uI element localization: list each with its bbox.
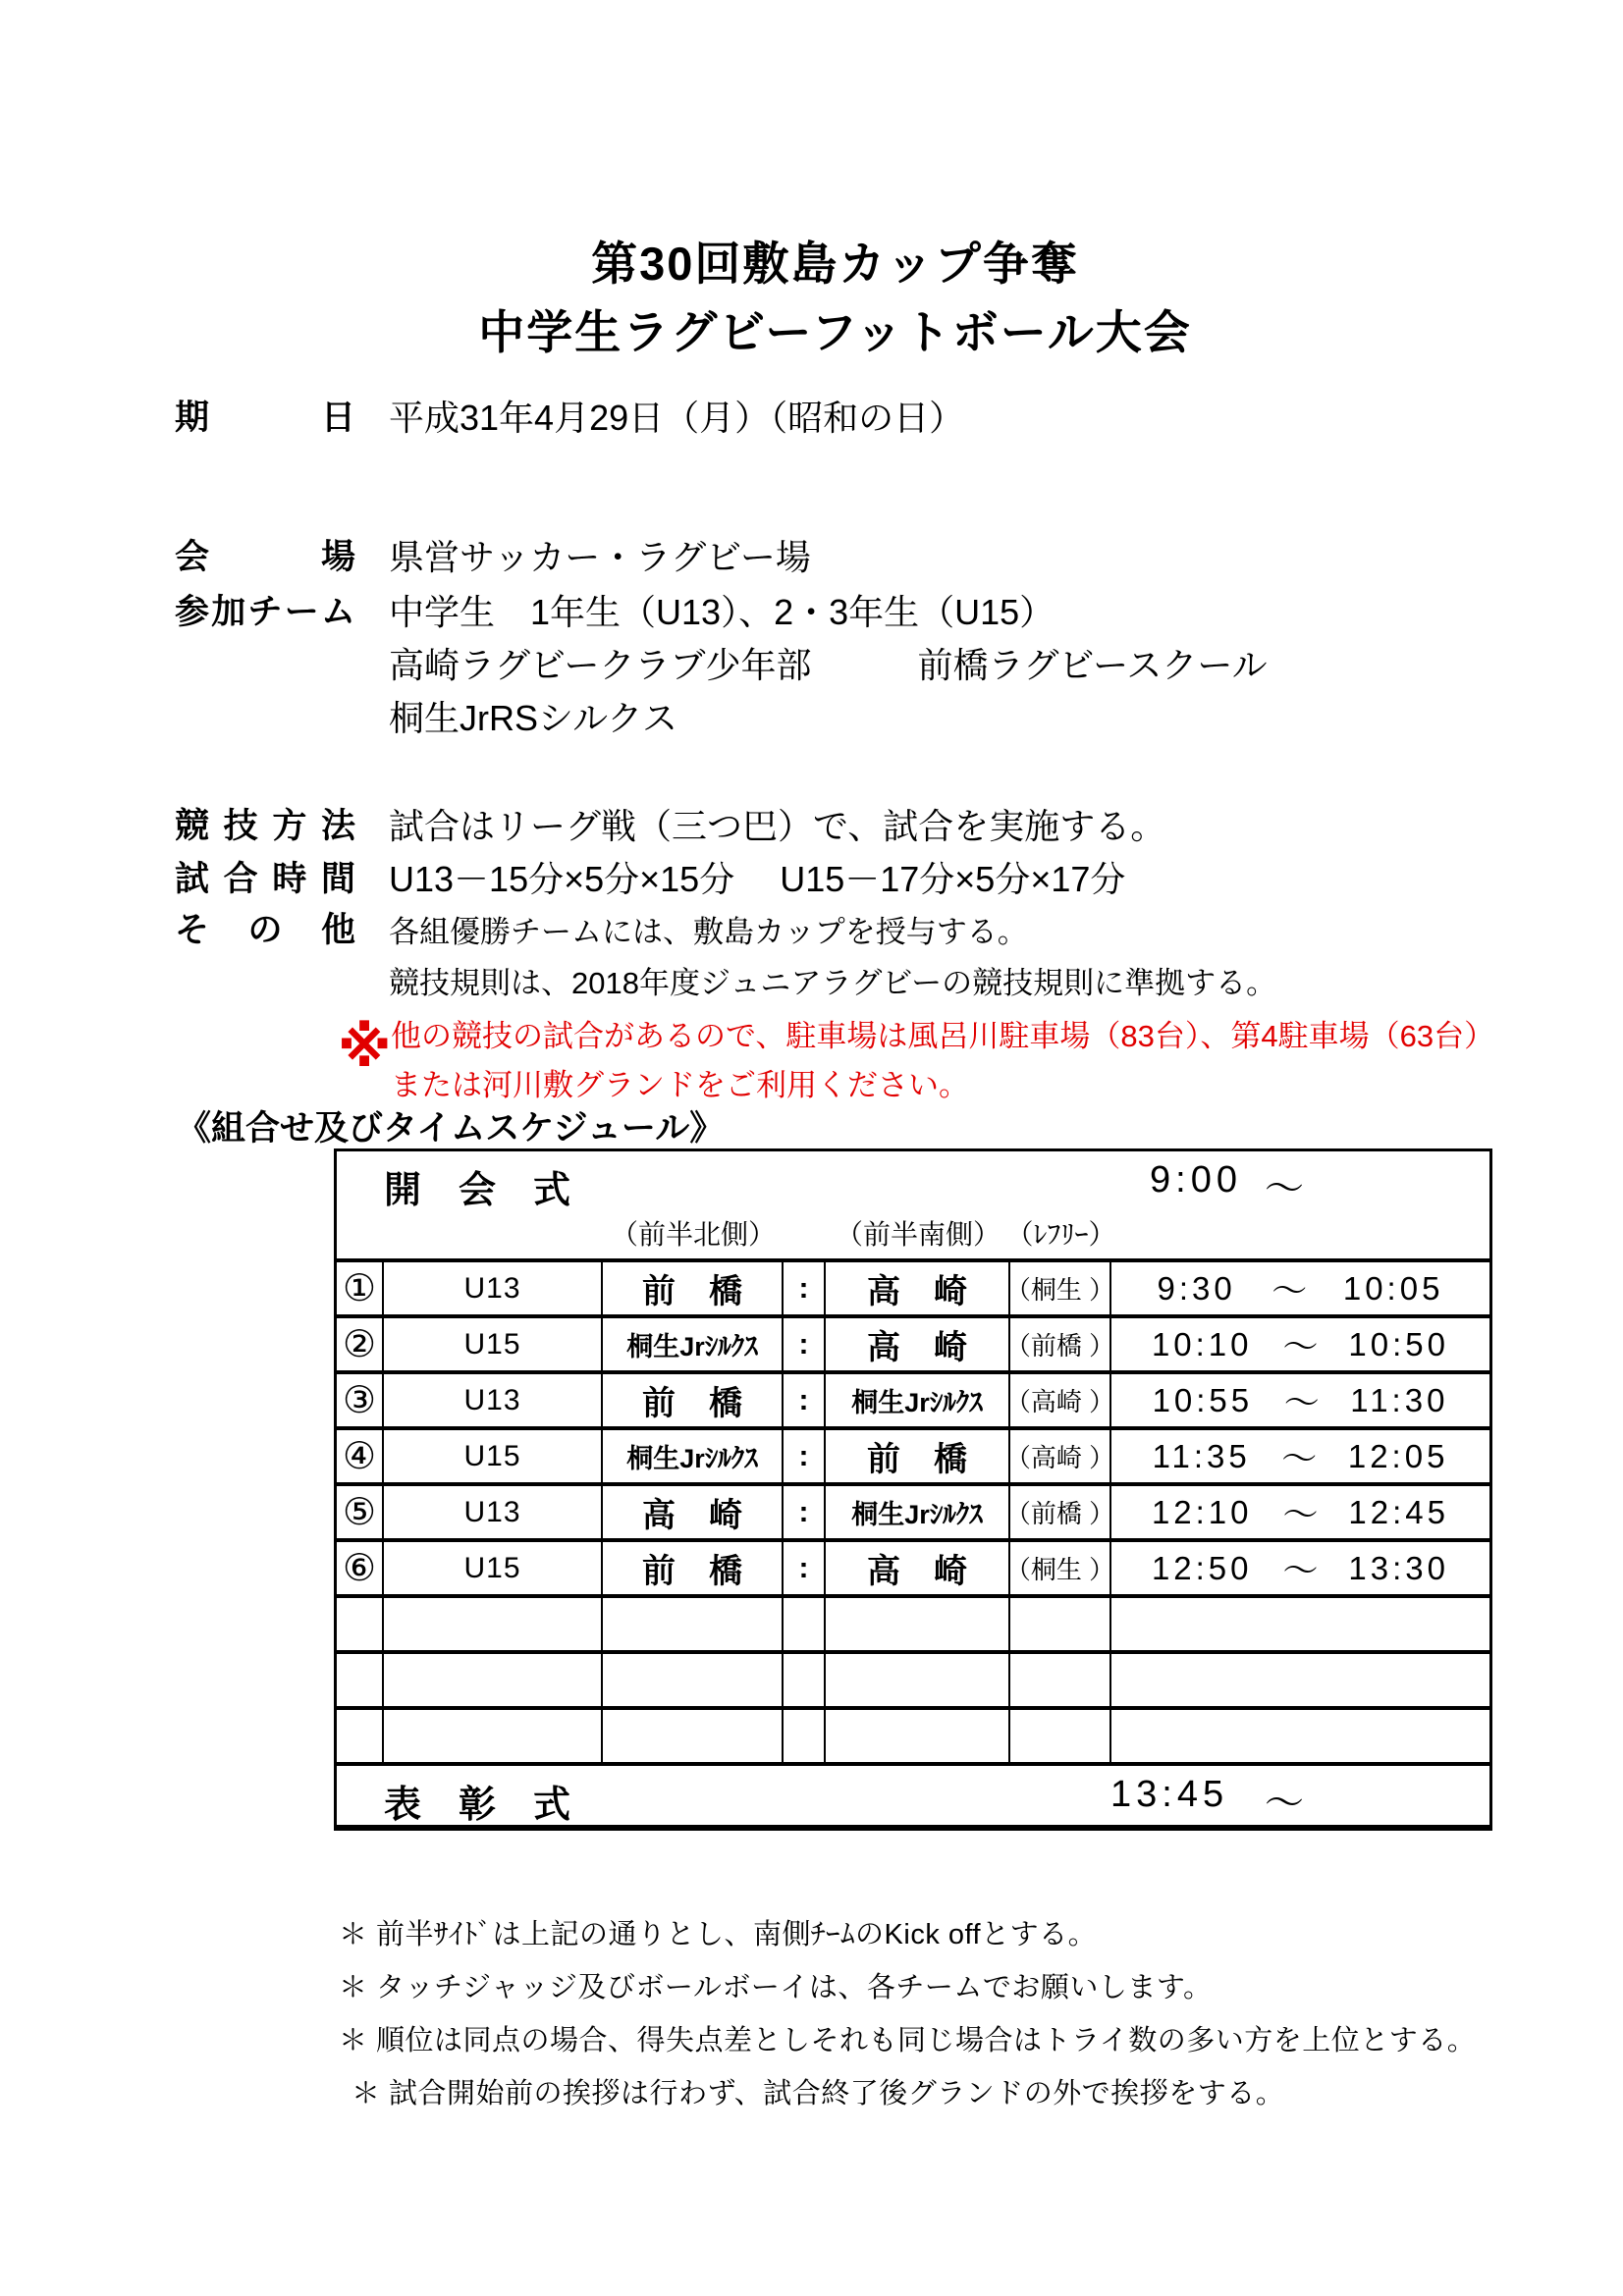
match-south-team: 高 崎 (826, 1318, 1010, 1370)
info-label-other: その他 (175, 911, 355, 949)
match-end-time: 10:50 (1348, 1325, 1450, 1362)
info-label-teams: 参加チーム (175, 593, 355, 631)
match-start-time: 10:10 (1151, 1325, 1253, 1362)
match-number: ② (337, 1318, 384, 1370)
match-end-time: 11:30 (1350, 1381, 1449, 1418)
match-south-team: 桐生Jrｼﾙｸｽ (826, 1486, 1010, 1538)
match-category: U15 (384, 1542, 603, 1594)
info-value-venue: 県営サッカー・ラグビー場 (389, 537, 811, 577)
match-vs-colon: : (784, 1486, 826, 1538)
awards-ceremony-tilde: ～ (1265, 1782, 1304, 1825)
match-vs-colon: : (784, 1374, 826, 1426)
match-row-2 (337, 1318, 1489, 1374)
empty-row (337, 1598, 1489, 1654)
info-label-venue: 会場 (175, 538, 355, 576)
info-value-other-line2: 競技規則は、2018年度ジュニアラグビーの競技規則に準拠する。 (389, 966, 1277, 1000)
match-end-time: 10:05 (1342, 1269, 1444, 1307)
warning-line2: または河川敷グランドをご利用ください。 (391, 1068, 969, 1102)
match-time (1111, 1430, 1489, 1482)
match-row-5 (337, 1486, 1489, 1542)
match-category: U15 (384, 1318, 603, 1370)
schedule-heading: 《組合せ及びタイムスケジュール》 (177, 1109, 725, 1148)
match-referee: （前橋 ） (1010, 1318, 1111, 1370)
opening-ceremony-tilde: ～ (1265, 1167, 1304, 1210)
match-vs-colon: : (784, 1542, 826, 1594)
match-referee: （前橋 ） (1010, 1486, 1111, 1538)
match-south-team: 桐生Jrｼﾙｸｽ (826, 1374, 1010, 1426)
match-time (1111, 1374, 1489, 1426)
awards-ceremony-label: 表 彰 式 (384, 1785, 571, 1826)
header-south-side: （前半南側） (835, 1219, 1001, 1250)
warning-asterisk-mark: ※ (338, 1016, 392, 1078)
match-north-team: 前 橋 (603, 1542, 784, 1594)
match-south-team: 高 崎 (826, 1262, 1010, 1314)
match-tilde: ～ (1281, 1438, 1318, 1478)
match-end-time: 13:30 (1348, 1549, 1450, 1586)
match-north-team: 桐生Jrｼﾙｸｽ (603, 1430, 784, 1482)
match-tilde: ～ (1282, 1326, 1319, 1366)
match-vs-colon: : (784, 1430, 826, 1482)
match-category: U15 (384, 1430, 603, 1482)
awards-ceremony-time: 13:45 (1110, 1774, 1229, 1815)
note-line-3: ＊ 順位は同点の場合、得失点差としそれも同じ場合はトライ数の多い方を上位とする。 (339, 2025, 1477, 2056)
match-referee: （桐生 ） (1010, 1262, 1111, 1314)
match-end-time: 12:45 (1348, 1493, 1450, 1530)
match-number: ⑤ (337, 1486, 384, 1538)
match-category: U13 (384, 1374, 603, 1426)
match-north-team: 前 橋 (603, 1262, 784, 1314)
match-number: ④ (337, 1430, 384, 1482)
match-tilde: ～ (1271, 1270, 1308, 1310)
info-label-date: 期日 (175, 399, 355, 437)
info-value-other: 各組優勝チームには、敷島カップを授与する。 (389, 915, 1028, 949)
note-line-4: ＊ 試合開始前の挨拶は行わず、試合終了後グランドの外で挨拶をする。 (352, 2078, 1285, 2109)
info-value-teams-line3: 桐生JrRSシルクス (389, 698, 678, 738)
match-tilde: ～ (1283, 1382, 1320, 1422)
match-north-team: 桐生Jrｼﾙｸｽ (603, 1318, 784, 1370)
match-number: ③ (337, 1374, 384, 1426)
match-row-1 (337, 1262, 1489, 1318)
match-referee: （高崎 ） (1010, 1374, 1111, 1426)
match-number: ① (337, 1262, 384, 1314)
awards-ceremony-row (337, 1766, 1489, 1825)
match-vs-colon: : (784, 1262, 826, 1314)
info-value-method: 試合はリーグ戦（三つ巴）で、試合を実施する。 (389, 806, 1166, 846)
opening-ceremony-label: 開 会 式 (384, 1170, 571, 1211)
note-line-1: ＊ 前半ｻｲﾄﾞは上記の通りとし、南側ﾁｰﾑのKick offとする。 (339, 1919, 1098, 1950)
match-time (1111, 1486, 1489, 1538)
note-line-2: ＊ タッチジャッジ及びボールボーイは、各チームでお願いします。 (339, 1972, 1213, 2003)
match-row-3 (337, 1374, 1489, 1430)
tournament-subtitle: 中学生ラグビーフットボール大会 (478, 306, 1192, 358)
match-start-time: 12:10 (1151, 1493, 1253, 1530)
empty-row (337, 1654, 1489, 1710)
info-value-teams-line2: 高崎ラグビークラブ少年部 前橋ラグビースクール (389, 645, 1268, 685)
match-row-6 (337, 1542, 1489, 1598)
match-time (1111, 1318, 1489, 1370)
info-value-time: U13－15分×5分×15分 U15－17分×5分×17分 (389, 859, 1126, 899)
warning-line1: 他の競技の試合があるので、駐車場は風呂川駐車場（83台）、第4駐車場（63台） (391, 1019, 1495, 1053)
empty-row (337, 1710, 1489, 1766)
schedule-table (334, 1148, 1492, 1831)
match-start-time: 11:35 (1152, 1437, 1251, 1474)
match-category: U13 (384, 1262, 603, 1314)
match-row-4 (337, 1430, 1489, 1486)
info-label-method: 競技方法 (175, 807, 355, 845)
match-tilde: ～ (1282, 1550, 1319, 1590)
opening-ceremony-time: 9:00 (1150, 1159, 1242, 1201)
match-referee: （高崎 ） (1010, 1430, 1111, 1482)
header-north-side: （前半北側） (610, 1219, 776, 1250)
match-start-time: 10:55 (1152, 1381, 1254, 1418)
match-north-team: 前 橋 (603, 1374, 784, 1426)
info-value-date: 平成31年4月29日（月）（昭和の日） (389, 398, 965, 438)
match-time (1111, 1262, 1489, 1314)
match-number: ⑥ (337, 1542, 384, 1594)
tournament-title: 第30回敷島カップ争奪 (591, 238, 1079, 290)
match-time (1111, 1542, 1489, 1594)
match-start-time: 12:50 (1151, 1549, 1253, 1586)
opening-ceremony-row (337, 1151, 1489, 1211)
match-south-team: 高 崎 (826, 1542, 1010, 1594)
header-referee: （ﾚﾌﾘｰ） (1005, 1219, 1116, 1250)
match-tilde: ～ (1282, 1494, 1319, 1534)
match-vs-colon: : (784, 1318, 826, 1370)
match-referee: （桐生 ） (1010, 1542, 1111, 1594)
match-south-team: 前 橋 (826, 1430, 1010, 1482)
column-headers-row (337, 1207, 1489, 1262)
match-end-time: 12:05 (1347, 1437, 1449, 1474)
match-start-time: 9:30 (1157, 1269, 1236, 1307)
info-label-time: 試合時間 (175, 860, 355, 898)
info-value-teams: 中学生 1年生（U13）、2・3年生（U15） (389, 592, 1055, 632)
match-north-team: 高 崎 (603, 1486, 784, 1538)
match-category: U13 (384, 1486, 603, 1538)
